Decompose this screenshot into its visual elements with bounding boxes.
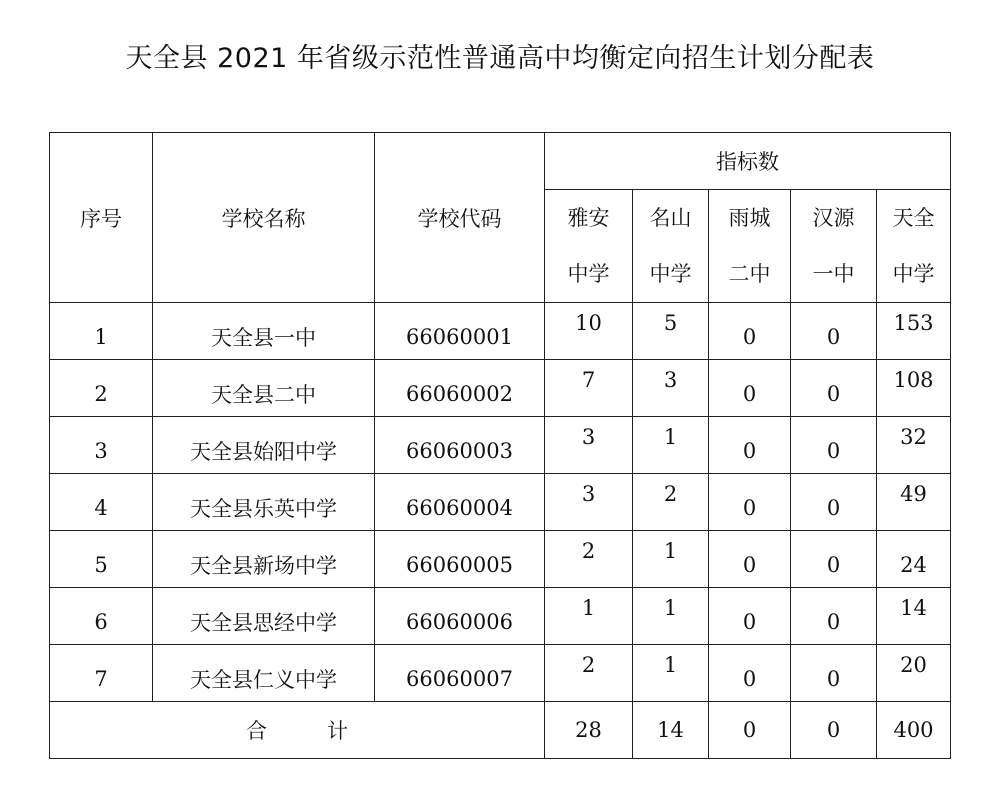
value-text: 20 [900, 653, 927, 677]
total-value-text: 0 [826, 718, 841, 742]
value-text: 0 [826, 439, 841, 463]
value-cell [633, 531, 709, 588]
value-cell [877, 645, 951, 702]
value-text: 1 [581, 596, 596, 620]
value-cell [877, 474, 951, 531]
value-text: 0 [742, 610, 757, 634]
value-text: 5 [663, 311, 678, 335]
school-name-text: 天全县二中 [211, 383, 316, 407]
total-row [50, 702, 951, 759]
value-cell [545, 303, 633, 360]
school-code-cell [375, 645, 545, 702]
header-line: 雨城 [728, 206, 771, 230]
header-line: 天全 [892, 206, 935, 230]
value-cell [877, 588, 951, 645]
total-value-cell [791, 702, 877, 759]
value-cell [709, 417, 791, 474]
value-text: 108 [893, 368, 934, 392]
total-label-cell [50, 702, 545, 759]
document-title: 天全县 2021 年省级示范性普通高中均衡定向招生计划分配表 [125, 43, 875, 74]
seq-text: 3 [94, 439, 108, 463]
header-line: 名山 [649, 206, 692, 230]
value-text: 10 [575, 311, 602, 335]
value-cell [545, 531, 633, 588]
school-code-text: 66060001 [406, 325, 513, 349]
total-value-cell [545, 702, 633, 759]
value-text: 2 [581, 539, 596, 563]
school-code-text: 66060004 [406, 496, 513, 520]
total-value-text: 28 [575, 718, 602, 742]
table-row [50, 417, 951, 474]
value-text: 14 [900, 596, 927, 620]
seq-text: 4 [94, 496, 108, 520]
header-seq: 序号 [50, 133, 153, 303]
school-code-text: 66060002 [406, 382, 513, 406]
value-cell [545, 417, 633, 474]
total-value-cell [709, 702, 791, 759]
header-line: 一中 [812, 262, 855, 286]
value-text: 0 [826, 553, 841, 577]
seq-cell [50, 645, 153, 702]
seq-text: 6 [94, 610, 108, 634]
school-name-cell [153, 360, 375, 417]
value-text: 0 [826, 496, 841, 520]
value-cell [633, 645, 709, 702]
school-code-text: 66060003 [406, 439, 513, 463]
value-text: 3 [581, 425, 596, 449]
value-cell [791, 531, 877, 588]
table-row [50, 474, 951, 531]
school-name-text: 天全县新场中学 [190, 554, 337, 578]
seq-text: 2 [94, 382, 108, 406]
table-row [50, 588, 951, 645]
value-cell [877, 303, 951, 360]
school-code-cell [375, 417, 545, 474]
value-cell [709, 303, 791, 360]
value-text: 49 [900, 482, 927, 506]
value-cell [633, 474, 709, 531]
value-text: 1 [663, 425, 678, 449]
value-cell [545, 588, 633, 645]
total-label: 合计 [246, 719, 408, 743]
school-code-text: 66060005 [406, 553, 513, 577]
table-row [50, 360, 951, 417]
seq-cell [50, 531, 153, 588]
value-text: 153 [893, 311, 934, 335]
seq-cell [50, 360, 153, 417]
school-name-cell [153, 588, 375, 645]
value-text: 1 [663, 539, 678, 563]
total-value-cell [633, 702, 709, 759]
value-text: 24 [900, 553, 927, 577]
seq-cell [50, 417, 153, 474]
value-text: 0 [826, 667, 841, 691]
header-target-school [545, 190, 633, 303]
school-name-cell [153, 303, 375, 360]
value-cell [633, 360, 709, 417]
value-text: 7 [581, 368, 596, 392]
total-value-text: 400 [893, 718, 934, 742]
school-name-cell [153, 645, 375, 702]
school-name-text: 天全县仁义中学 [190, 668, 337, 692]
value-cell [545, 360, 633, 417]
table-row [50, 645, 951, 702]
value-cell [791, 417, 877, 474]
value-cell [709, 531, 791, 588]
value-cell [877, 360, 951, 417]
value-cell [791, 588, 877, 645]
value-cell [877, 531, 951, 588]
header-target-school [633, 190, 709, 303]
header-line: 二中 [728, 262, 771, 286]
seq-text: 7 [94, 667, 108, 691]
school-code-cell [375, 531, 545, 588]
header-line: 汉源 [812, 206, 855, 230]
value-cell [709, 645, 791, 702]
value-text: 3 [581, 482, 596, 506]
value-cell [709, 360, 791, 417]
total-value-text: 0 [742, 718, 757, 742]
seq-cell [50, 588, 153, 645]
value-text: 1 [663, 653, 678, 677]
value-cell [545, 645, 633, 702]
value-cell [791, 474, 877, 531]
header-row-1 [50, 133, 951, 190]
seq-cell [50, 303, 153, 360]
value-cell [791, 645, 877, 702]
school-code-cell [375, 303, 545, 360]
seq-text: 5 [94, 553, 108, 577]
value-cell [791, 303, 877, 360]
header-line: 中学 [567, 262, 610, 286]
school-code-cell [375, 474, 545, 531]
seq-cell [50, 474, 153, 531]
value-cell [633, 588, 709, 645]
school-code-cell [375, 588, 545, 645]
school-name-text: 天全县始阳中学 [190, 440, 337, 464]
header-indicator-group: 指标数 [545, 133, 951, 190]
header-line: 中学 [649, 262, 692, 286]
value-text: 0 [742, 667, 757, 691]
header-target-school [877, 190, 951, 303]
school-name-cell [153, 474, 375, 531]
value-text: 0 [742, 325, 757, 349]
value-text: 32 [900, 425, 927, 449]
header-target-school [791, 190, 877, 303]
total-value-text: 14 [657, 718, 684, 742]
value-text: 2 [581, 653, 596, 677]
table-row [50, 303, 951, 360]
seq-text: 1 [94, 325, 108, 349]
header-line: 雅安 [567, 206, 610, 230]
table-row [50, 531, 951, 588]
school-name-cell [153, 417, 375, 474]
value-text: 0 [826, 382, 841, 406]
value-text: 0 [826, 610, 841, 634]
header-school-code: 学校代码 [375, 133, 545, 303]
value-text: 0 [742, 382, 757, 406]
value-text: 0 [742, 496, 757, 520]
total-value-cell [877, 702, 951, 759]
value-cell [877, 417, 951, 474]
value-cell [633, 303, 709, 360]
value-text: 0 [826, 325, 841, 349]
header-school-name: 学校名称 [153, 133, 375, 303]
value-text: 2 [663, 482, 678, 506]
school-code-cell [375, 360, 545, 417]
value-text: 0 [742, 553, 757, 577]
allocation-table [49, 132, 951, 759]
value-cell [709, 588, 791, 645]
header-line: 中学 [892, 262, 935, 286]
value-cell [545, 474, 633, 531]
value-cell [633, 417, 709, 474]
value-cell [791, 360, 877, 417]
header-target-school [709, 190, 791, 303]
school-name-text: 天全县思经中学 [190, 611, 337, 635]
school-name-text: 天全县乐英中学 [190, 497, 337, 521]
value-text: 3 [663, 368, 678, 392]
school-code-text: 66060007 [406, 667, 513, 691]
value-cell [709, 474, 791, 531]
value-text: 0 [742, 439, 757, 463]
school-name-text: 天全县一中 [211, 326, 316, 350]
school-code-text: 66060006 [406, 610, 513, 634]
value-text: 1 [663, 596, 678, 620]
school-name-cell [153, 531, 375, 588]
